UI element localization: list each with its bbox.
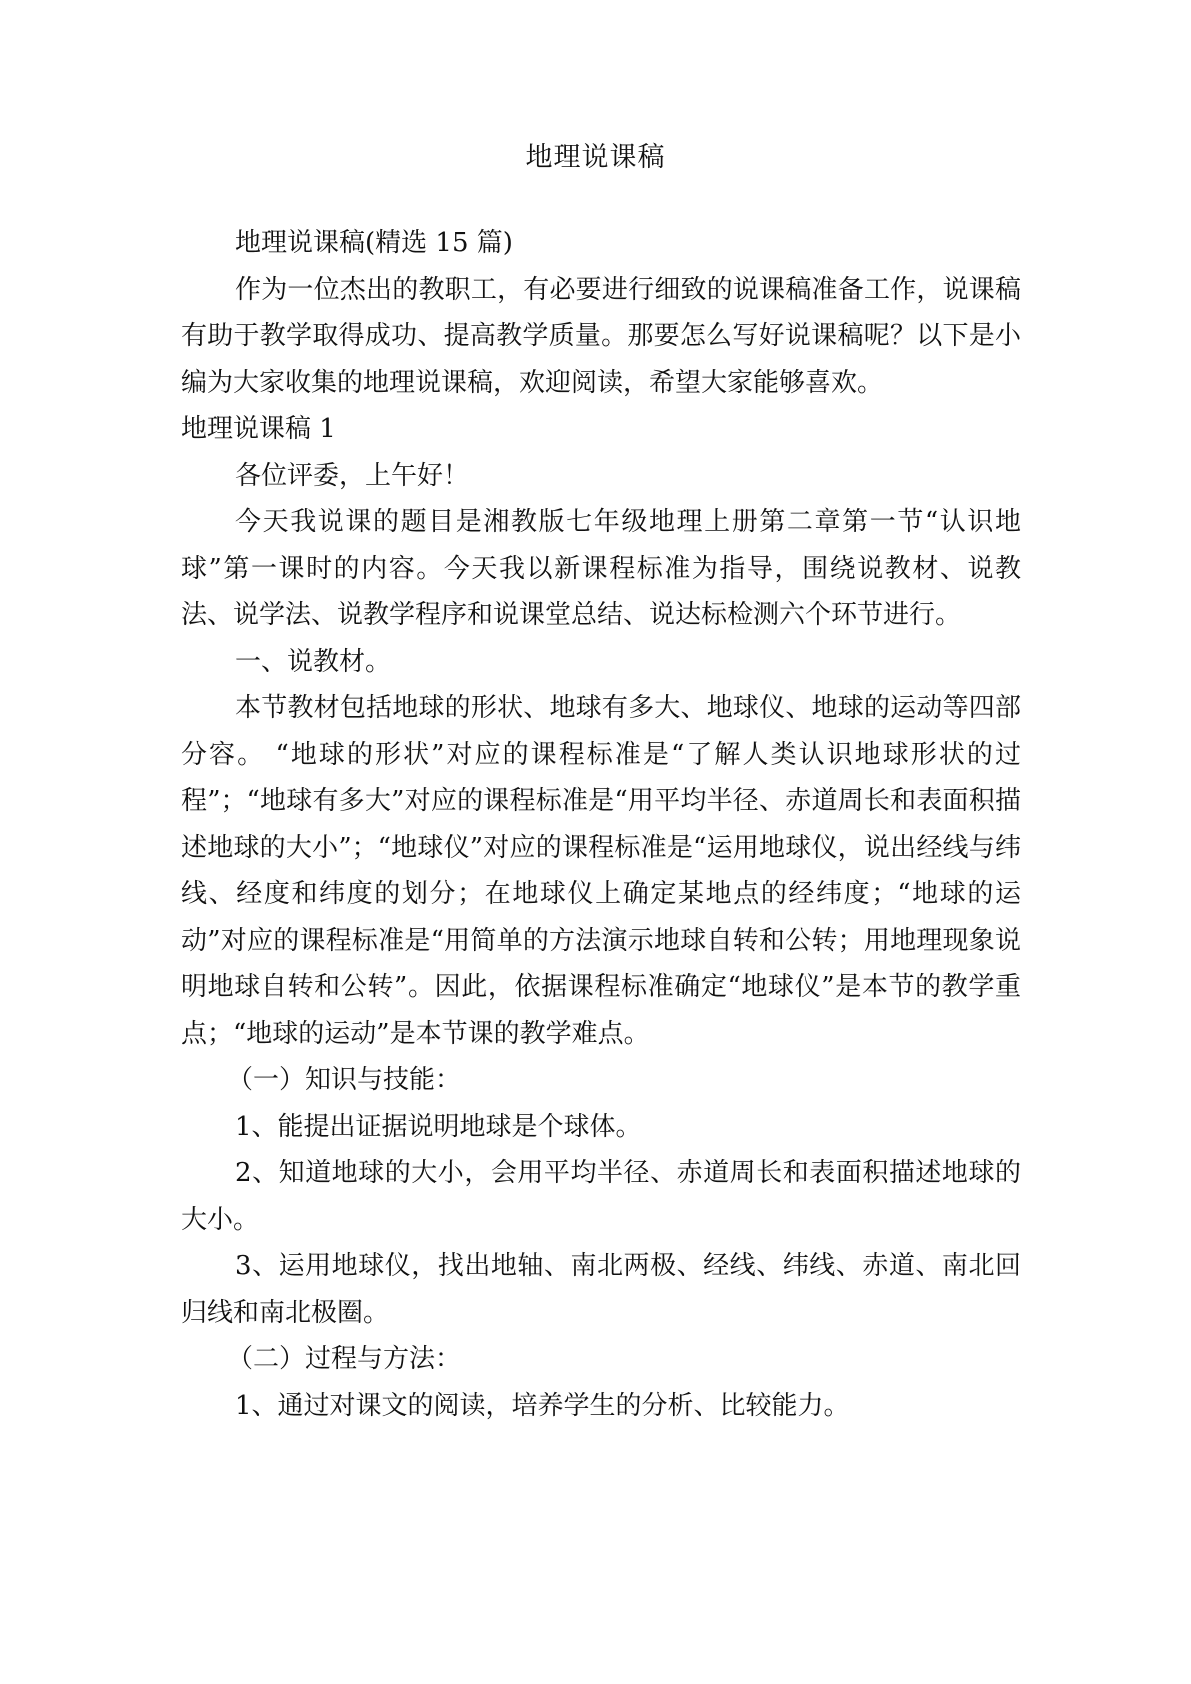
paragraph-topic: 今天我说课的题目是湘教版七年级地理上册第二章第一节“认识地球”第一课时的内容。今天我以新课程标准为指导，围绕说教材、说教法、说学法、说教学程序和说课堂总结、说达标检测六个环节进行。 (181, 507, 1021, 630)
list-item: 1、能提出证据说明地球是个球体。 (235, 1111, 642, 1142)
list-item: 3、运用地球仪，找出地轴、南北两极、经线、纬线、赤道、南北回归线和南北极圈。 (181, 1251, 1021, 1328)
section-heading: 地理说课稿 1 (181, 414, 336, 444)
subsection-heading: 一、说教材。 (235, 646, 392, 677)
paragraph-greeting: 各位评委，上午好！ (235, 460, 470, 491)
document-title: 地理说课稿 (525, 142, 666, 173)
list-item: 1、通过对课文的阅读，培养学生的分析、比较能力。 (235, 1390, 850, 1421)
paragraph-subtitle: 地理说课稿(精选 15 篇) (235, 228, 513, 258)
goal-heading-process: （二）过程与方法： (227, 1344, 462, 1374)
document-body (181, 220, 1021, 1429)
list-item: 2、知道地球的大小，会用平均半径、赤道周长和表面积描述地球的大小。 (181, 1158, 1021, 1235)
paragraph-textbook: 本节教材包括地球的形状、地球有多大、地球仪、地球的运动等四部分容。 “地球的形状”对应的课程标准是“了解人类认识地球形状的过程”；“地球有多大”对应的课程标准是“用平均半径、赤道周长和表面积描述地球的大小”；“地球仪”对应的课程标准是“运用地球仪，说出经线与纬线、经度和纬度的划分；在地球仪上确定某地点的经纬度；“地球的运动”对应的课程标准是“用简单的方法演示地球自转和公转；用地理现象说明地球自转和公转”。因此，依据课程标准确定“地球仪”是本节的教学重点；“地球的运动”是本节课的教学难点。 (181, 693, 1021, 1049)
goal-heading-knowledge: （一）知识与技能： (227, 1065, 462, 1095)
paragraph-intro: 作为一位杰出的教职工，有必要进行细致的说课稿准备工作，说课稿有助于教学取得成功、提高教学质量。那要怎么写好说课稿呢？以下是小编为大家收集的地理说课稿，欢迎阅读，希望大家能够喜欢。 (181, 274, 1021, 398)
